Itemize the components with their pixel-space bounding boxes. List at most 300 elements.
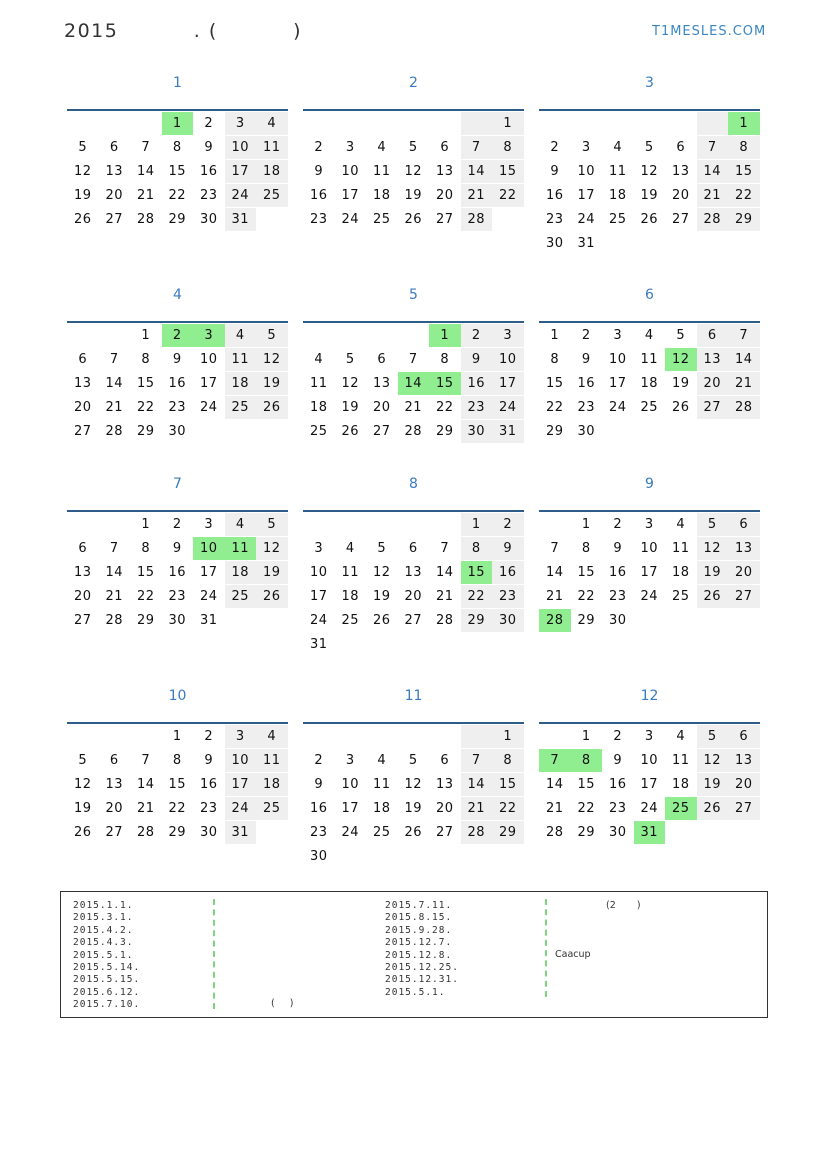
day-cell[interactable]: 21 (545, 800, 564, 816)
day-cell[interactable]: 20 (73, 399, 92, 415)
day-cell[interactable]: 21 (461, 797, 493, 820)
day-cell[interactable]: 5 (78, 139, 88, 155)
day-cell[interactable]: 16 (199, 776, 218, 792)
day-cell[interactable]: 3 (204, 517, 214, 532)
day-cell[interactable]: 22 (492, 797, 524, 820)
day-cell[interactable]: 12 (640, 163, 659, 179)
day-cell[interactable]: 4 (644, 328, 654, 343)
day-cell[interactable]: 1 (550, 328, 560, 343)
day-cell[interactable]: 5 (408, 139, 418, 155)
day-cell[interactable]: 7 (440, 540, 450, 556)
day-cell[interactable]: 17 (309, 588, 328, 604)
day-cell[interactable]: 18 (225, 372, 257, 395)
day-cell[interactable]: 3 (644, 729, 654, 744)
day-cell[interactable]: 13 (435, 163, 454, 179)
day-cell[interactable]: 13 (728, 749, 760, 772)
day-cell[interactable]: 24 (577, 211, 596, 227)
day-cell[interactable]: 18 (372, 187, 391, 203)
day-cell[interactable]: 20 (671, 187, 690, 203)
day-cell[interactable]: 27 (435, 824, 454, 840)
holiday-day[interactable]: 15 (461, 561, 493, 584)
day-cell[interactable]: 8 (172, 139, 182, 155)
day-cell[interactable]: 24 (640, 588, 659, 604)
day-cell[interactable]: 29 (435, 423, 454, 439)
day-cell[interactable]: 28 (136, 211, 155, 227)
day-cell[interactable]: 13 (671, 163, 690, 179)
day-cell[interactable]: 9 (314, 776, 324, 792)
holiday-day[interactable]: 15 (429, 372, 461, 395)
day-cell[interactable]: 11 (309, 375, 328, 391)
day-cell[interactable]: 25 (225, 396, 257, 419)
day-cell[interactable]: 11 (225, 348, 257, 371)
day-cell[interactable]: 7 (109, 351, 119, 367)
day-cell[interactable]: 8 (440, 351, 450, 367)
day-cell[interactable]: 27 (73, 612, 92, 628)
day-cell[interactable]: 6 (109, 139, 119, 155)
day-cell[interactable]: 6 (728, 725, 760, 748)
day-cell[interactable]: 30 (492, 609, 524, 632)
day-cell[interactable]: 29 (492, 821, 524, 844)
day-cell[interactable]: 30 (309, 848, 328, 864)
day-cell[interactable]: 15 (168, 163, 187, 179)
day-cell[interactable]: 14 (105, 375, 124, 391)
day-cell[interactable]: 13 (372, 375, 391, 391)
day-cell[interactable]: 31 (492, 420, 524, 443)
holiday-day[interactable]: 1 (429, 324, 461, 347)
day-cell[interactable]: 7 (697, 136, 729, 159)
day-cell[interactable]: 21 (435, 588, 454, 604)
day-cell[interactable]: 16 (461, 372, 493, 395)
day-cell[interactable]: 6 (78, 351, 88, 367)
site-logo[interactable]: T1MESLES.COM (652, 24, 767, 39)
day-cell[interactable]: 18 (671, 776, 690, 792)
day-cell[interactable]: 6 (728, 513, 760, 536)
day-cell[interactable]: 9 (172, 351, 182, 367)
day-cell[interactable]: 18 (640, 375, 659, 391)
day-cell[interactable]: 24 (199, 399, 218, 415)
day-cell[interactable]: 17 (577, 187, 596, 203)
day-cell[interactable]: 10 (640, 752, 659, 768)
day-cell[interactable]: 26 (404, 211, 423, 227)
day-cell[interactable]: 19 (73, 187, 92, 203)
day-cell[interactable]: 3 (613, 328, 623, 343)
day-cell[interactable]: 9 (550, 163, 560, 179)
day-cell[interactable]: 25 (341, 612, 360, 628)
day-cell[interactable]: 27 (697, 396, 729, 419)
day-cell[interactable]: 3 (345, 139, 355, 155)
day-cell[interactable]: 2 (314, 139, 324, 155)
day-cell[interactable]: 22 (461, 585, 493, 608)
day-cell[interactable]: 1 (141, 517, 151, 532)
day-cell[interactable]: 21 (136, 187, 155, 203)
day-cell[interactable]: 27 (73, 423, 92, 439)
day-cell[interactable]: 22 (492, 184, 524, 207)
day-cell[interactable]: 4 (225, 324, 257, 347)
day-cell[interactable]: 26 (256, 396, 288, 419)
day-cell[interactable]: 26 (697, 585, 729, 608)
day-cell[interactable]: 9 (581, 351, 591, 367)
day-cell[interactable]: 11 (256, 749, 288, 772)
day-cell[interactable]: 13 (404, 564, 423, 580)
day-cell[interactable]: 31 (199, 612, 218, 628)
day-cell[interactable]: 15 (577, 776, 596, 792)
day-cell[interactable]: 12 (256, 537, 288, 560)
day-cell[interactable]: 2 (461, 324, 493, 347)
day-cell[interactable]: 25 (225, 585, 257, 608)
holiday-day[interactable]: 25 (665, 797, 697, 820)
day-cell[interactable]: 29 (728, 208, 760, 231)
day-cell[interactable]: 15 (545, 375, 564, 391)
day-cell[interactable]: 2 (550, 139, 560, 155)
day-cell[interactable]: 1 (141, 328, 151, 343)
day-cell[interactable]: 30 (199, 824, 218, 840)
day-cell[interactable]: 19 (256, 561, 288, 584)
day-cell[interactable]: 25 (256, 184, 288, 207)
day-cell[interactable]: 23 (168, 399, 187, 415)
day-cell[interactable]: 14 (545, 564, 564, 580)
day-cell[interactable]: 25 (608, 211, 627, 227)
day-cell[interactable]: 16 (309, 800, 328, 816)
day-cell[interactable]: 19 (640, 187, 659, 203)
day-cell[interactable]: 3 (644, 517, 654, 532)
day-cell[interactable]: 21 (461, 184, 493, 207)
day-cell[interactable]: 29 (136, 612, 155, 628)
day-cell[interactable]: 11 (671, 752, 690, 768)
day-cell[interactable]: 10 (640, 540, 659, 556)
day-cell[interactable]: 3 (581, 139, 591, 155)
day-cell[interactable]: 29 (136, 423, 155, 439)
day-cell[interactable]: 9 (204, 139, 214, 155)
day-cell[interactable]: 25 (372, 211, 391, 227)
day-cell[interactable]: 26 (73, 211, 92, 227)
day-cell[interactable]: 22 (435, 399, 454, 415)
day-cell[interactable]: 26 (372, 612, 391, 628)
day-cell[interactable]: 31 (577, 235, 596, 251)
day-cell[interactable]: 4 (377, 752, 387, 768)
day-cell[interactable]: 22 (577, 588, 596, 604)
day-cell[interactable]: 20 (728, 561, 760, 584)
day-cell[interactable]: 14 (435, 564, 454, 580)
day-cell[interactable]: 6 (676, 139, 686, 155)
day-cell[interactable]: 16 (168, 375, 187, 391)
day-cell[interactable]: 14 (461, 773, 493, 796)
day-cell[interactable]: 22 (728, 184, 760, 207)
day-cell[interactable]: 20 (435, 800, 454, 816)
day-cell[interactable]: 9 (172, 540, 182, 556)
day-cell[interactable]: 29 (545, 423, 564, 439)
day-cell[interactable]: 6 (78, 540, 88, 556)
day-cell[interactable]: 30 (608, 612, 627, 628)
day-cell[interactable]: 30 (168, 612, 187, 628)
day-cell[interactable]: 3 (225, 112, 257, 135)
holiday-day[interactable]: 14 (398, 372, 430, 395)
day-cell[interactable]: 21 (105, 588, 124, 604)
day-cell[interactable]: 28 (136, 824, 155, 840)
day-cell[interactable]: 7 (728, 324, 760, 347)
day-cell[interactable]: 28 (461, 821, 493, 844)
day-cell[interactable]: 7 (461, 136, 493, 159)
day-cell[interactable]: 17 (225, 773, 257, 796)
day-cell[interactable]: 28 (404, 423, 423, 439)
day-cell[interactable]: 9 (461, 348, 493, 371)
day-cell[interactable]: 4 (314, 351, 324, 367)
day-cell[interactable]: 9 (314, 163, 324, 179)
day-cell[interactable]: 29 (168, 211, 187, 227)
day-cell[interactable]: 6 (109, 752, 119, 768)
day-cell[interactable]: 20 (105, 187, 124, 203)
day-cell[interactable]: 4 (676, 729, 686, 744)
day-cell[interactable]: 10 (492, 348, 524, 371)
day-cell[interactable]: 11 (341, 564, 360, 580)
day-cell[interactable]: 1 (492, 725, 524, 748)
day-cell[interactable]: 11 (372, 163, 391, 179)
day-cell[interactable]: 14 (136, 163, 155, 179)
day-cell[interactable]: 16 (545, 187, 564, 203)
day-cell[interactable]: 5 (256, 513, 288, 536)
day-cell[interactable]: 5 (408, 752, 418, 768)
day-cell[interactable]: 26 (341, 423, 360, 439)
day-cell[interactable]: 1 (492, 112, 524, 135)
day-cell[interactable]: 22 (168, 187, 187, 203)
day-cell[interactable]: 17 (640, 776, 659, 792)
day-cell[interactable]: 16 (199, 163, 218, 179)
day-cell[interactable]: 27 (404, 612, 423, 628)
day-cell[interactable]: 26 (671, 399, 690, 415)
day-cell[interactable]: 22 (577, 800, 596, 816)
day-cell[interactable]: 7 (550, 540, 560, 556)
day-cell[interactable]: 2 (613, 517, 623, 532)
holiday-day[interactable]: 11 (225, 537, 257, 560)
day-cell[interactable]: 8 (550, 351, 560, 367)
day-cell[interactable]: 15 (136, 375, 155, 391)
day-cell[interactable]: 25 (671, 588, 690, 604)
day-cell[interactable]: 14 (105, 564, 124, 580)
day-cell[interactable]: 25 (640, 399, 659, 415)
day-cell[interactable]: 20 (404, 588, 423, 604)
day-cell[interactable]: 7 (109, 540, 119, 556)
day-cell[interactable]: 18 (341, 588, 360, 604)
holiday-day[interactable]: 8 (571, 749, 603, 772)
day-cell[interactable]: 29 (577, 612, 596, 628)
day-cell[interactable]: 23 (577, 399, 596, 415)
day-cell[interactable]: 27 (671, 211, 690, 227)
day-cell[interactable]: 19 (256, 372, 288, 395)
day-cell[interactable]: 16 (577, 375, 596, 391)
day-cell[interactable]: 5 (256, 324, 288, 347)
day-cell[interactable]: 5 (644, 139, 654, 155)
day-cell[interactable]: 19 (341, 399, 360, 415)
day-cell[interactable]: 19 (372, 588, 391, 604)
day-cell[interactable]: 10 (577, 163, 596, 179)
day-cell[interactable]: 16 (309, 187, 328, 203)
day-cell[interactable]: 10 (608, 351, 627, 367)
day-cell[interactable]: 1 (581, 517, 591, 532)
day-cell[interactable]: 14 (461, 160, 493, 183)
day-cell[interactable]: 11 (608, 163, 627, 179)
day-cell[interactable]: 18 (608, 187, 627, 203)
day-cell[interactable]: 21 (136, 800, 155, 816)
day-cell[interactable]: 19 (697, 561, 729, 584)
day-cell[interactable]: 22 (136, 399, 155, 415)
day-cell[interactable]: 2 (581, 328, 591, 343)
day-cell[interactable]: 16 (608, 776, 627, 792)
day-cell[interactable]: 19 (404, 800, 423, 816)
day-cell[interactable]: 1 (461, 513, 493, 536)
day-cell[interactable]: 27 (435, 211, 454, 227)
day-cell[interactable]: 23 (309, 211, 328, 227)
holiday-day[interactable]: 12 (665, 348, 697, 371)
day-cell[interactable]: 5 (676, 328, 686, 343)
day-cell[interactable]: 27 (728, 797, 760, 820)
day-cell[interactable]: 4 (613, 139, 623, 155)
day-cell[interactable]: 9 (613, 540, 623, 556)
day-cell[interactable]: 26 (640, 211, 659, 227)
day-cell[interactable]: 8 (141, 540, 151, 556)
day-cell[interactable]: 10 (309, 564, 328, 580)
day-cell[interactable]: 26 (697, 797, 729, 820)
day-cell[interactable]: 5 (377, 540, 387, 556)
day-cell[interactable]: 16 (168, 564, 187, 580)
holiday-day[interactable]: 31 (634, 821, 666, 844)
day-cell[interactable]: 6 (408, 540, 418, 556)
day-cell[interactable]: 10 (225, 749, 257, 772)
day-cell[interactable]: 28 (105, 423, 124, 439)
day-cell[interactable]: 23 (199, 187, 218, 203)
day-cell[interactable]: 22 (168, 800, 187, 816)
day-cell[interactable]: 23 (545, 211, 564, 227)
day-cell[interactable]: 13 (435, 776, 454, 792)
holiday-day[interactable]: 7 (539, 749, 571, 772)
day-cell[interactable]: 30 (199, 211, 218, 227)
day-cell[interactable]: 28 (545, 824, 564, 840)
day-cell[interactable]: 12 (404, 776, 423, 792)
day-cell[interactable]: 31 (225, 821, 257, 844)
day-cell[interactable]: 24 (341, 824, 360, 840)
day-cell[interactable]: 17 (199, 564, 218, 580)
day-cell[interactable]: 17 (341, 187, 360, 203)
day-cell[interactable]: 24 (225, 797, 257, 820)
day-cell[interactable]: 30 (608, 824, 627, 840)
day-cell[interactable]: 22 (136, 588, 155, 604)
day-cell[interactable]: 24 (640, 800, 659, 816)
day-cell[interactable]: 4 (256, 112, 288, 135)
day-cell[interactable]: 28 (728, 396, 760, 419)
day-cell[interactable]: 4 (345, 540, 355, 556)
day-cell[interactable]: 30 (577, 423, 596, 439)
day-cell[interactable]: 21 (697, 184, 729, 207)
day-cell[interactable]: 11 (671, 540, 690, 556)
day-cell[interactable]: 17 (492, 372, 524, 395)
day-cell[interactable]: 12 (256, 348, 288, 371)
day-cell[interactable]: 19 (404, 187, 423, 203)
day-cell[interactable]: 17 (341, 800, 360, 816)
day-cell[interactable]: 13 (73, 564, 92, 580)
day-cell[interactable]: 2 (172, 517, 182, 532)
day-cell[interactable]: 20 (105, 800, 124, 816)
day-cell[interactable]: 28 (105, 612, 124, 628)
day-cell[interactable]: 24 (309, 612, 328, 628)
day-cell[interactable]: 13 (728, 537, 760, 560)
day-cell[interactable]: 18 (671, 564, 690, 580)
day-cell[interactable]: 11 (640, 351, 659, 367)
day-cell[interactable]: 4 (377, 139, 387, 155)
day-cell[interactable]: 24 (199, 588, 218, 604)
day-cell[interactable]: 19 (671, 375, 690, 391)
day-cell[interactable]: 13 (105, 776, 124, 792)
day-cell[interactable]: 20 (73, 588, 92, 604)
day-cell[interactable]: 18 (372, 800, 391, 816)
holiday-day[interactable]: 1 (728, 112, 760, 135)
day-cell[interactable]: 14 (728, 348, 760, 371)
day-cell[interactable]: 15 (168, 776, 187, 792)
day-cell[interactable]: 13 (697, 348, 729, 371)
day-cell[interactable]: 26 (404, 824, 423, 840)
day-cell[interactable]: 21 (404, 399, 423, 415)
day-cell[interactable]: 24 (608, 399, 627, 415)
day-cell[interactable]: 26 (256, 585, 288, 608)
day-cell[interactable]: 5 (78, 752, 88, 768)
day-cell[interactable]: 20 (728, 773, 760, 796)
day-cell[interactable]: 8 (141, 351, 151, 367)
day-cell[interactable]: 22 (545, 399, 564, 415)
day-cell[interactable]: 27 (728, 585, 760, 608)
day-cell[interactable]: 5 (697, 725, 729, 748)
day-cell[interactable]: 25 (309, 423, 328, 439)
day-cell[interactable]: 9 (613, 752, 623, 768)
day-cell[interactable]: 24 (492, 396, 524, 419)
day-cell[interactable]: 18 (256, 773, 288, 796)
day-cell[interactable]: 17 (199, 375, 218, 391)
day-cell[interactable]: 1 (172, 729, 182, 744)
day-cell[interactable]: 30 (545, 235, 564, 251)
day-cell[interactable]: 27 (105, 211, 124, 227)
day-cell[interactable]: 28 (435, 612, 454, 628)
day-cell[interactable]: 14 (545, 776, 564, 792)
day-cell[interactable]: 8 (172, 752, 182, 768)
day-cell[interactable]: 21 (728, 372, 760, 395)
day-cell[interactable]: 7 (408, 351, 418, 367)
day-cell[interactable]: 21 (545, 588, 564, 604)
day-cell[interactable]: 6 (440, 752, 450, 768)
day-cell[interactable]: 8 (728, 136, 760, 159)
day-cell[interactable]: 23 (309, 824, 328, 840)
day-cell[interactable]: 10 (199, 351, 218, 367)
day-cell[interactable]: 4 (256, 725, 288, 748)
day-cell[interactable]: 7 (461, 749, 493, 772)
day-cell[interactable]: 8 (492, 749, 524, 772)
day-cell[interactable]: 17 (640, 564, 659, 580)
day-cell[interactable]: 12 (697, 749, 729, 772)
day-cell[interactable]: 28 (697, 208, 729, 231)
day-cell[interactable]: 28 (461, 208, 493, 231)
day-cell[interactable]: 14 (697, 160, 729, 183)
day-cell[interactable]: 8 (492, 136, 524, 159)
day-cell[interactable]: 2 (204, 116, 214, 131)
day-cell[interactable]: 8 (581, 540, 591, 556)
day-cell[interactable]: 12 (404, 163, 423, 179)
day-cell[interactable]: 16 (608, 564, 627, 580)
day-cell[interactable]: 17 (608, 375, 627, 391)
day-cell[interactable]: 2 (204, 729, 214, 744)
day-cell[interactable]: 14 (136, 776, 155, 792)
day-cell[interactable]: 7 (141, 752, 151, 768)
day-cell[interactable]: 15 (136, 564, 155, 580)
day-cell[interactable]: 13 (105, 163, 124, 179)
day-cell[interactable]: 26 (73, 824, 92, 840)
day-cell[interactable]: 30 (461, 420, 493, 443)
day-cell[interactable]: 20 (697, 372, 729, 395)
day-cell[interactable]: 20 (372, 399, 391, 415)
